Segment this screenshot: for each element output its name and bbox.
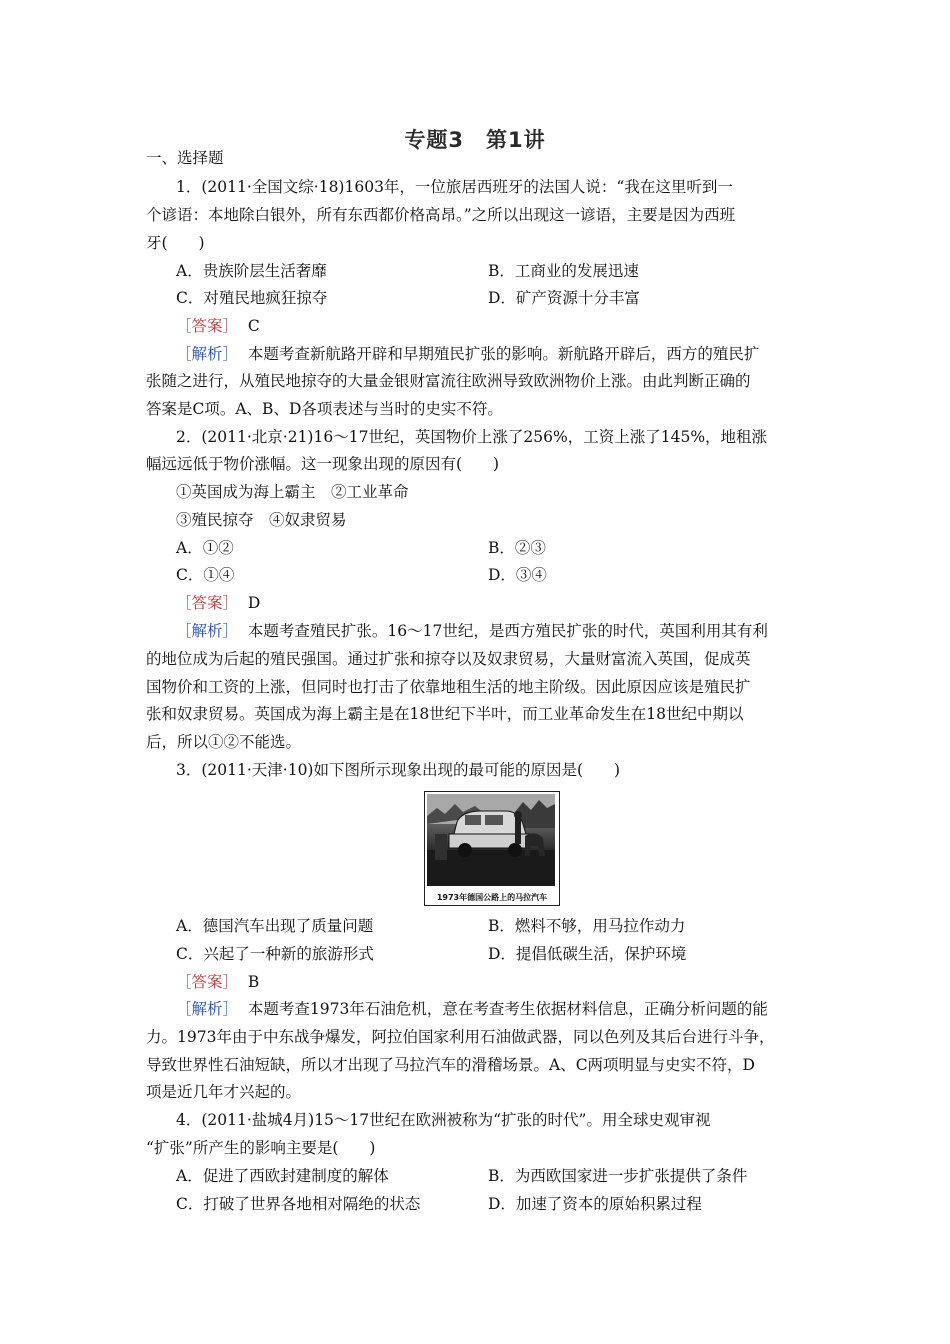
q1-explanation-line: 张随之进行，从殖民地掠夺的大量金银财富流往欧洲导致欧洲物价上涨。由此判断正确的 (146, 372, 751, 390)
q2-explanation-line (176, 621, 846, 641)
explanation-tag: ［解析］ (176, 622, 239, 640)
answer-value: C (247, 317, 260, 335)
answer-tag: ［答案］ (176, 594, 239, 612)
q2-item-line: ①英国成为海上霸主 ②工业革命 (176, 483, 409, 501)
q2-option-c: C．①④ (176, 566, 235, 584)
q1-option-c: C．对殖民地疯狂掠夺 (176, 289, 328, 307)
q1-stem-line: 牙( ) (146, 234, 205, 252)
q2-stem-line: 幅远远低于物价涨幅。这一现象出现的原因有( ) (146, 455, 500, 473)
q3-explanation-line: 导致世界性石油短缺，所以才出现了马拉汽车的滑稽场景。A、C两项明显与史实不符，D (146, 1056, 755, 1074)
q3-option-a: A．德国汽车出现了质量问题 (176, 917, 374, 935)
q4-option-b: B．为西欧国家进一步扩张提供了条件 (488, 1167, 748, 1185)
q2-answer (176, 593, 846, 613)
q4-option-d: D．加速了资本的原始积累过程 (488, 1195, 702, 1213)
explanation-tag: ［解析］ (176, 1000, 239, 1018)
figure-caption: 1973年德国公路上的马拉汽车 (436, 893, 548, 902)
q4-option-c: C．打破了世界各地相对隔绝的状态 (176, 1195, 421, 1213)
section-heading: 一、选择题 (146, 149, 224, 167)
q2-explanation-line: 国物价和工资的上涨，但同时也打击了依靠地租生活的地主阶级。因此原因应该是殖民扩 (146, 678, 751, 696)
q1-explanation-line (176, 344, 846, 364)
explanation-text: 本题考查新航路开辟和早期殖民扩张的影响。新航路开辟后，西方的殖民扩 (247, 345, 760, 363)
q2-explanation-line: 的地位成为后起的殖民强国。通过扩张和掠夺以及奴隶贸易，大量财富流入英国，促成英 (146, 650, 751, 668)
q2-option-b: B．②③ (488, 539, 546, 557)
q1-answer (176, 316, 846, 336)
answer-tag: ［答案］ (176, 973, 239, 991)
explanation-text: 本题考查1973年石油危机，意在考查考生依据材料信息，正确分析问题的能 (247, 1000, 768, 1018)
answer-value: B (247, 973, 260, 991)
q1-stem-line: 1．(2011·全国文综·18)1603年，一位旅居西班牙的法国人说：“我在这里听到一 (176, 178, 733, 196)
q1-stem-line: 个谚语：本地除白银外，所有东西都价格高昂。”之所以出现这一谚语，主要是因为西班 (146, 206, 736, 224)
page-title: 专题3 第1讲 (404, 128, 546, 152)
q3-explanation-line (176, 999, 846, 1019)
horse-drawn-car-photo (427, 794, 555, 886)
q3-stem-line: 3．(2011·天津·10)如下图所示现象出现的最可能的原因是( ) (176, 761, 621, 779)
q2-option-a: A．①② (176, 539, 234, 557)
q2-item-line: ③殖民掠夺 ④奴隶贸易 (176, 511, 347, 529)
q2-stem-line: 2．(2011·北京·21)16～17世纪，英国物价上涨了256%，工资上涨了145%，地租涨 (176, 428, 768, 446)
answer-tag: ［答案］ (176, 317, 239, 335)
q3-option-c: C．兴起了一种新的旅游形式 (176, 945, 374, 963)
q4-option-a: A．促进了西欧封建制度的解体 (176, 1167, 389, 1185)
q4-stem-line: “扩张”所产生的影响主要是( ) (146, 1139, 376, 1157)
q3-explanation-line: 力。1973年由于中东战争爆发，阿拉伯国家利用石油做武器，同以色列及其后台进行斗争， (146, 1028, 775, 1046)
q1-option-b: B．工商业的发展迅速 (488, 262, 639, 280)
q1-option-d: D．矿产资源十分丰富 (488, 289, 640, 307)
q4-stem-line: 4．(2011·盐城4月)15～17世纪在欧洲被称为“扩张的时代”。用全球史观审视 (176, 1111, 711, 1129)
answer-value: D (247, 594, 261, 612)
explanation-tag: ［解析］ (176, 345, 239, 363)
q2-explanation-line: 后，所以①②不能选。 (146, 733, 302, 751)
historical-photo-figure (424, 791, 560, 906)
q1-option-a: A．贵族阶层生活奢靡 (176, 262, 327, 280)
q2-option-d: D．③④ (488, 566, 547, 584)
q2-explanation-line: 张和奴隶贸易。英国成为海上霸主是在18世纪下半叶，而工业革命发生在18世纪中期以 (146, 705, 744, 723)
q1-explanation-line: 答案是C项。A、B、D各项表述与当时的史实不符。 (146, 400, 503, 418)
explanation-text: 本题考查殖民扩张。16～17世纪，是西方殖民扩张的时代，英国利用其有利 (247, 622, 768, 640)
q3-option-b: B．燃料不够，用马拉作动力 (488, 917, 686, 935)
q3-explanation-line: 项是近几年才兴起的。 (146, 1083, 302, 1101)
q3-option-d: D．提倡低碳生活，保护环境 (488, 945, 687, 963)
q3-answer (176, 972, 846, 992)
